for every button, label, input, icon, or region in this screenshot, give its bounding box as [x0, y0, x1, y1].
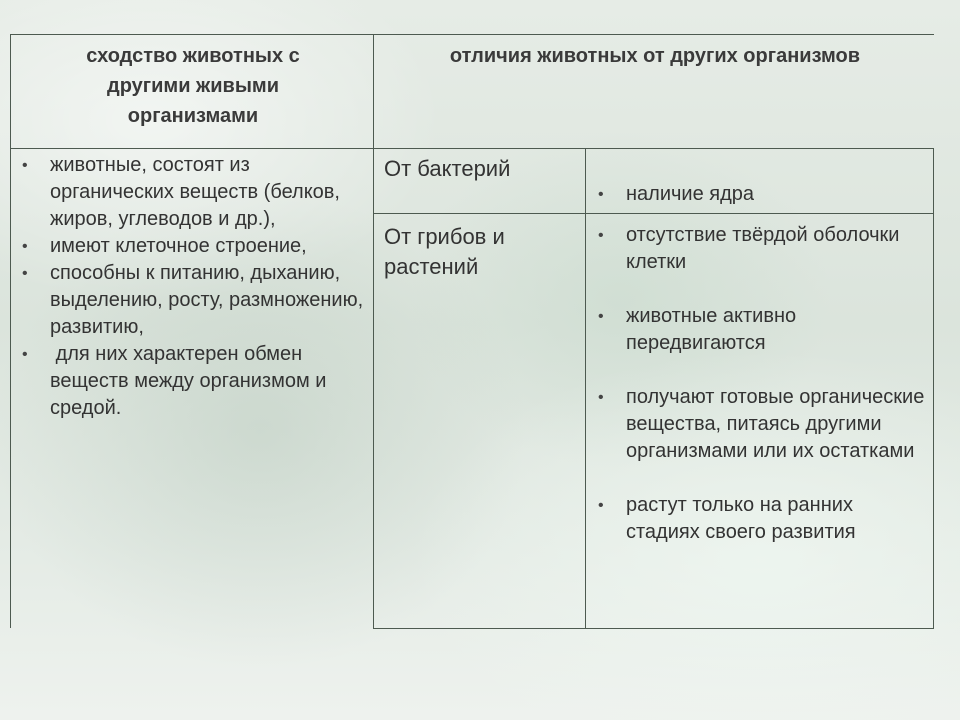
fungi-plants-list [592, 222, 928, 546]
group-bacteria-label: От бактерий [384, 156, 511, 181]
list-item: • растут только на ранних стадиях своего развития [592, 492, 928, 546]
header-similarity [60, 41, 326, 131]
list-item: • имеют клеточное строение, [18, 233, 370, 260]
list-item: • наличие ядра [592, 181, 928, 208]
table-right-border [933, 148, 934, 628]
list-item: • для них характерен обмен веществ между организмом и средой. [18, 341, 370, 422]
fungi-plants-differences [592, 222, 928, 546]
similarity-list [18, 152, 370, 422]
bacteria-differences [592, 181, 928, 208]
list-item: • животные активно передвигаются [592, 303, 928, 357]
inner-column-divider [585, 148, 586, 628]
header-differences-text: отличия животных от других организмов [449, 45, 861, 67]
similarity-cell [18, 152, 370, 422]
header-divider [10, 148, 934, 149]
header-similarity-text: сходство животных с другими живыми организмами [86, 45, 300, 127]
group-fungi-plants [384, 222, 579, 282]
table-bottom-border [373, 628, 934, 629]
table-left-border [10, 34, 11, 628]
list-item: • получают готовые органические вещества, питаясь другими организмами или их остатками [592, 384, 928, 465]
row-divider [373, 213, 934, 214]
group-bacteria [384, 155, 579, 183]
table-top-border [10, 34, 934, 35]
list-item: • животные, состоят из органических веществ (белков, жиров, углеводов и др.), [18, 152, 370, 233]
bacteria-list [592, 181, 928, 208]
list-item: • способны к питанию, дыханию, выделению, росту, размножению, развитию, [18, 260, 370, 341]
group-fungi-plants-label: От грибов и растений [384, 224, 505, 279]
column-divider [373, 34, 374, 628]
list-item: • отсутствие твёрдой оболочки клетки [592, 222, 928, 276]
header-differences [430, 41, 880, 71]
